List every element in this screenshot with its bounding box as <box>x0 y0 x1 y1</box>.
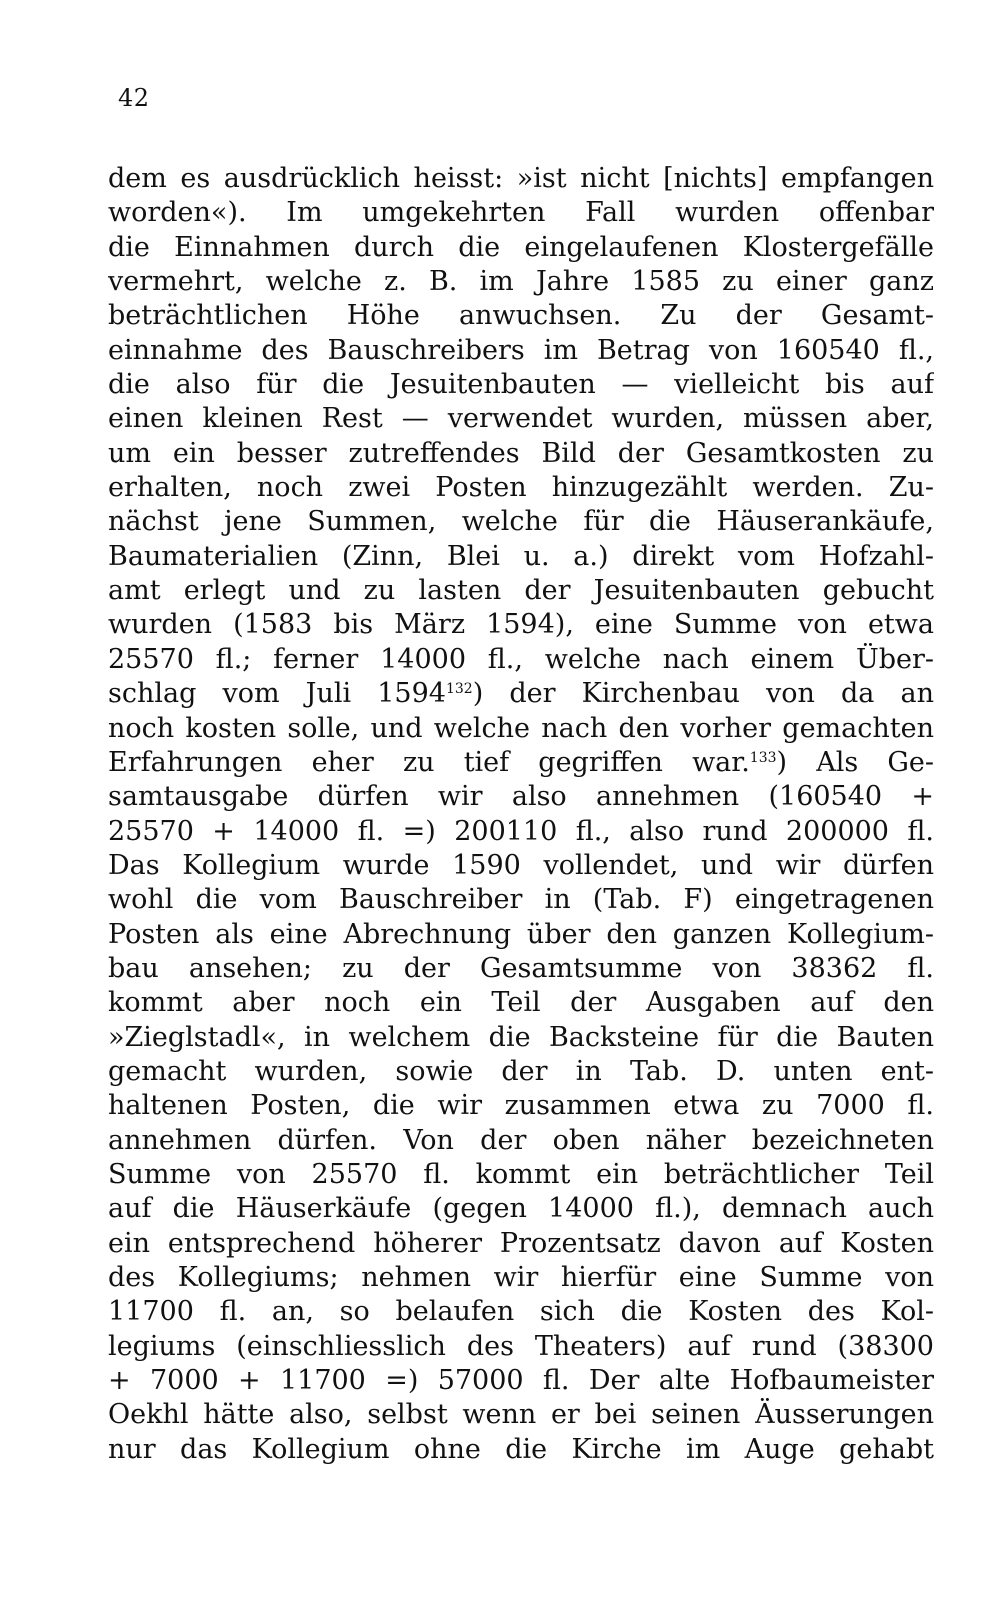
text-line: erhalten, noch zwei Posten hinzugezählt werden. Zu- <box>108 472 934 504</box>
text-line: legiums (einschliesslich des Theaters) auf rund (38300 <box>108 1330 934 1362</box>
text-line <box>108 677 934 711</box>
footnote-reference: 132 <box>445 681 473 698</box>
text-line: nur das Kollegium ohne die Kirche im Auge gehabt <box>108 1433 934 1465</box>
text-line: 11700 fl. an, so belaufen sich die Kosten des Kol- <box>108 1296 934 1328</box>
text-line: Das Kollegium wurde 1590 vollendet, und wir dürfen <box>108 849 934 881</box>
text-line: gemacht wurden, sowie der in Tab. D. unten ent- <box>108 1055 934 1087</box>
text-line: worden«). Im umgekehrten Fall wurden offenbar <box>108 197 934 229</box>
text-line: vermehrt, welche z. B. im Jahre 1585 zu einer ganz <box>108 266 934 298</box>
text-line: Baumaterialien (Zinn, Blei u. a.) direkt vom Hofzahl- <box>108 540 934 572</box>
text-line: des Kollegiums; nehmen wir hierfür eine Summe von <box>108 1262 934 1293</box>
text-line: die Einnahmen durch die eingelaufenen Klostergefälle <box>108 231 934 263</box>
text-line: beträchtlichen Höhe anwuchsen. Zu der Gesamt- <box>108 300 934 332</box>
text-line: die also für die Jesuitenbauten — vielleicht bis auf <box>108 369 934 401</box>
text-line: 25570 + 14000 fl. =) 200110 fl., also rund 200000 fl. <box>108 815 934 847</box>
text-line: bau ansehen; zu der Gesamtsumme von 38362 fl. <box>108 952 934 984</box>
text-line: auf die Häuserkäufe (gegen 14000 fl.), demnach auch <box>108 1193 934 1225</box>
text-line: Summe von 25570 fl. kommt ein beträchtlicher Teil <box>108 1158 934 1190</box>
text-line: dem es ausdrücklich heisst: »ist nicht [nichts] empfangen <box>108 163 934 194</box>
text-line: + 7000 + 11700 =) 57000 fl. Der alte Hofbaumeister <box>108 1365 934 1397</box>
text-line <box>108 746 934 780</box>
text-line: einen kleinen Rest — verwendet wurden, müssen aber, <box>108 403 934 435</box>
text-line: »Zieglstadl«, in welchem die Backsteine für die Bauten <box>108 1021 934 1053</box>
text-line: haltenen Posten, die wir zusammen etwa zu 7000 fl. <box>108 1090 934 1122</box>
text-line: amt erlegt und zu lasten der Jesuitenbauten gebucht <box>108 575 934 607</box>
text-segment: Erfahrungen eher zu tief gegriffen war. <box>108 746 750 778</box>
text-line: Oekhl hätte also, selbst wenn er bei seinen Äusserungen <box>108 1399 934 1431</box>
text-line: samtausgabe dürfen wir also annehmen (160540 + <box>108 781 934 813</box>
text-line: wohl die vom Bauschreiber in (Tab. F) eingetragenen <box>108 884 934 916</box>
text-segment: schlag vom Juli 1594 <box>108 678 446 710</box>
text-line: annehmen dürfen. Von der oben näher bezeichneten <box>108 1124 934 1156</box>
text-line: noch kosten solle, und welche nach den vorher gemachten <box>108 712 934 744</box>
body-text <box>108 162 934 1467</box>
text-line: nächst jene Summen, welche für die Häuserankäufe, <box>108 506 934 538</box>
text-line: um ein besser zutreffendes Bild der Gesamtkosten zu <box>108 437 934 469</box>
text-line: Posten als eine Abrechnung über den ganzen Kollegium- <box>108 918 934 950</box>
footnote-reference: 133 <box>749 749 777 766</box>
text-segment: ) Als Ge- <box>776 746 934 778</box>
page-number: 42 <box>118 84 150 112</box>
text-line: ein entsprechend höherer Prozentsatz davon auf Kosten <box>108 1227 934 1259</box>
text-line: kommt aber noch ein Teil der Ausgaben auf den <box>108 987 934 1019</box>
text-segment: ) der Kirchenbau von da an <box>472 678 934 710</box>
text-line: 25570 fl.; ferner 14000 fl., welche nach einem Über- <box>108 643 934 675</box>
text-line: wurden (1583 bis März 1594), eine Summe von etwa <box>108 609 934 641</box>
text-line: einnahme des Bauschreibers im Betrag von 160540 fl., <box>108 334 934 366</box>
